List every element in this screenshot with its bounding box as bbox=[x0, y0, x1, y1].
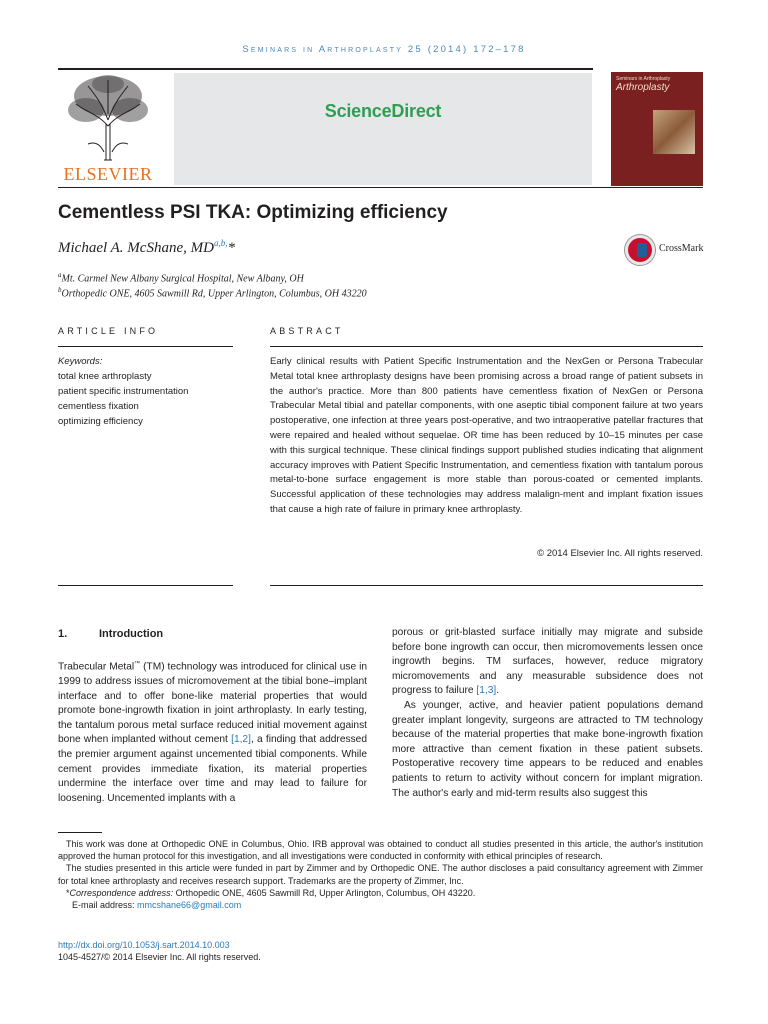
intro-paragraph: Trabecular Metal™ (TM) technology was introduced for clinical use in 1999 to address issues of micromovement at the tibial bone–implant interface and to offer bone-like material properties that would promote bone-ingrowth fixation in joint arthroplasty. In early testing, the tantalum porous metal surface reduced initial movement against bone when implanted without cement [1,2], a finding that addressed the premier argument against uncemented tibial components. While cement provides immediate fixation, its material properties undermine the interface over time and may lead to failure for loosening. Uncemented implants with a bbox=[58, 661, 368, 804]
section-title: Introduction bbox=[99, 628, 164, 640]
journal-cover[interactable] bbox=[611, 72, 703, 186]
sciencedirect-logo: ScienceDirect bbox=[324, 101, 442, 121]
footnote-email: E-mail address: mmcshane66@gmail.com bbox=[72, 900, 242, 911]
keywords-block bbox=[58, 354, 233, 429]
article-info-heading: ARTICLE INFO bbox=[58, 326, 159, 336]
keyword-item: patient specific instrumentation bbox=[58, 386, 189, 397]
footnote-funding: The studies presented in this article were funded in part by Zimmer and by Orthopedic ONE. The author discloses a paid consultancy agreement with Zimmer for total knee arthroplasty and receives research support. Trademarks are the property of Zimmer, Inc. bbox=[58, 863, 703, 886]
article-title: Cementless PSI TKA: Optimizing efficiency bbox=[58, 202, 448, 223]
doi-block bbox=[58, 939, 261, 963]
intro-column-right bbox=[392, 626, 703, 801]
crossmark-label: CrossMark bbox=[659, 243, 704, 254]
elsevier-logo[interactable] bbox=[58, 74, 158, 186]
section-number: 1. bbox=[58, 628, 68, 640]
affiliation-b: $^b$Orthopedic ONE, 4605 Sawmill Rd, Upper Arlington, Columbus, OH 43220 bbox=[58, 286, 367, 300]
intro-paragraph: As younger, active, and heavier patient populations demand greater implant longevity, surgeons are attracted to TM technology because of the material properties that make bone-ingrowth fixation more attractive than cement fixation in these patient subsets. Postoperative recovery time appears to be reduced and enables patients to return to activity without concern for implant migration. The author's early and mid-term results also suggest this bbox=[392, 699, 703, 799]
info-bottom-rule bbox=[58, 585, 233, 586]
abstract-bottom-rule bbox=[270, 585, 703, 586]
keyword-item: optimizing efficiency bbox=[58, 416, 143, 427]
keyword-item: total knee arthroplasty bbox=[58, 371, 152, 382]
cover-small-title: Seminars in Arthroplasty bbox=[616, 76, 671, 82]
abstract-rule bbox=[270, 346, 703, 347]
citation-link[interactable]: [1,2] bbox=[231, 734, 251, 746]
doi-link[interactable]: http://dx.doi.org/10.1053/j.sart.2014.10.003 bbox=[58, 940, 230, 950]
header-rule-top bbox=[58, 68, 593, 70]
cover-image bbox=[653, 110, 695, 154]
intro-paragraph: porous or grit-blasted surface initially may migrate and subside before bone ingrowth can occur, then micromovements lessen once ingrowth begins. TM surfaces, however, reduce migratory micromovements and any measurable subsidence does not progress to failure [1,3]. bbox=[392, 627, 703, 697]
section-heading-introduction bbox=[58, 628, 163, 640]
author-corresponding-mark: * bbox=[227, 240, 235, 256]
keywords-label: Keywords: bbox=[58, 356, 103, 367]
article-info-rule bbox=[58, 346, 233, 347]
journal-citation: Seminars in Arthroplasty 25 (2014) 172–178 bbox=[242, 44, 526, 55]
abstract-heading: ABSTRACT bbox=[270, 326, 344, 336]
keyword-item: cementless fixation bbox=[58, 401, 139, 412]
author-line bbox=[58, 238, 235, 257]
cover-big-title: Arthroplasty bbox=[616, 82, 670, 93]
issn-line: 1045-4527/© 2014 Elsevier Inc. All rights reserved. bbox=[58, 952, 261, 963]
footnote-irb: This work was done at Orthopedic ONE in Columbus, Ohio. IRB approval was obtained to conduct all studies presented in this article, the author's institution approved the human protocol for this investigation, and all investigations were conducted in conformity with ethical principles of research. bbox=[58, 839, 703, 862]
footnote-correspondence: *Correspondence address: Orthopedic ONE, 4605 Sawmill Rd, Upper Arlington, Columbus, OH 43220. bbox=[66, 887, 476, 898]
email-link[interactable]: mmcshane66@gmail.com bbox=[137, 900, 242, 911]
abstract-copyright: © 2014 Elsevier Inc. All rights reserved. bbox=[537, 548, 703, 559]
footnote-rule bbox=[58, 832, 102, 833]
elsevier-wordmark: ELSEVIER bbox=[63, 164, 153, 184]
abstract-text: Early clinical results with Patient Specific Instrumentation and the NexGen or Persona Trabecular Metal total knee arthroplasty designs have been promising across a broad range of patient subsets in the author's practice. More than 800 patients have cementless fixation of NexGen or Persona Trabecular Metal tibial and patellar components, with one aseptic tibial component failure at two years postoperative, one infection at three years post-operative, and two intraoperative patellar fractures that were repaired and healed without sequelae. OR time has been reduced by 10–15 minutes per case with this surgical technique. These clinical findings support published studies indicating that alignment accuracy improves with Patient Specific Instrumentation, and cementless fixation with tantalum porous metal-to-bone surface engagement is more stable than porous-coated or cemented implants. Successful application of these technologies may address malalign-ment and implant fixation issues that cause a high rate of failure in primary knee arthroplasty. bbox=[270, 356, 703, 515]
author-name: Michael A. McShane, MD bbox=[58, 240, 214, 256]
author-affil-marks[interactable]: a,b, bbox=[213, 238, 228, 248]
sciencedirect-banner[interactable] bbox=[174, 73, 592, 185]
header-rule-bottom bbox=[58, 187, 703, 188]
affiliation-a: $^a$Mt. Carmel New Albany Surgical Hospital, New Albany, OH bbox=[58, 271, 304, 285]
tree-icon bbox=[58, 74, 158, 162]
crossmark-icon bbox=[625, 235, 655, 265]
citation-link[interactable]: [1,3] bbox=[476, 685, 497, 697]
footnotes bbox=[58, 838, 703, 911]
intro-column-left bbox=[58, 657, 367, 806]
crossmark-badge[interactable] bbox=[623, 234, 705, 266]
